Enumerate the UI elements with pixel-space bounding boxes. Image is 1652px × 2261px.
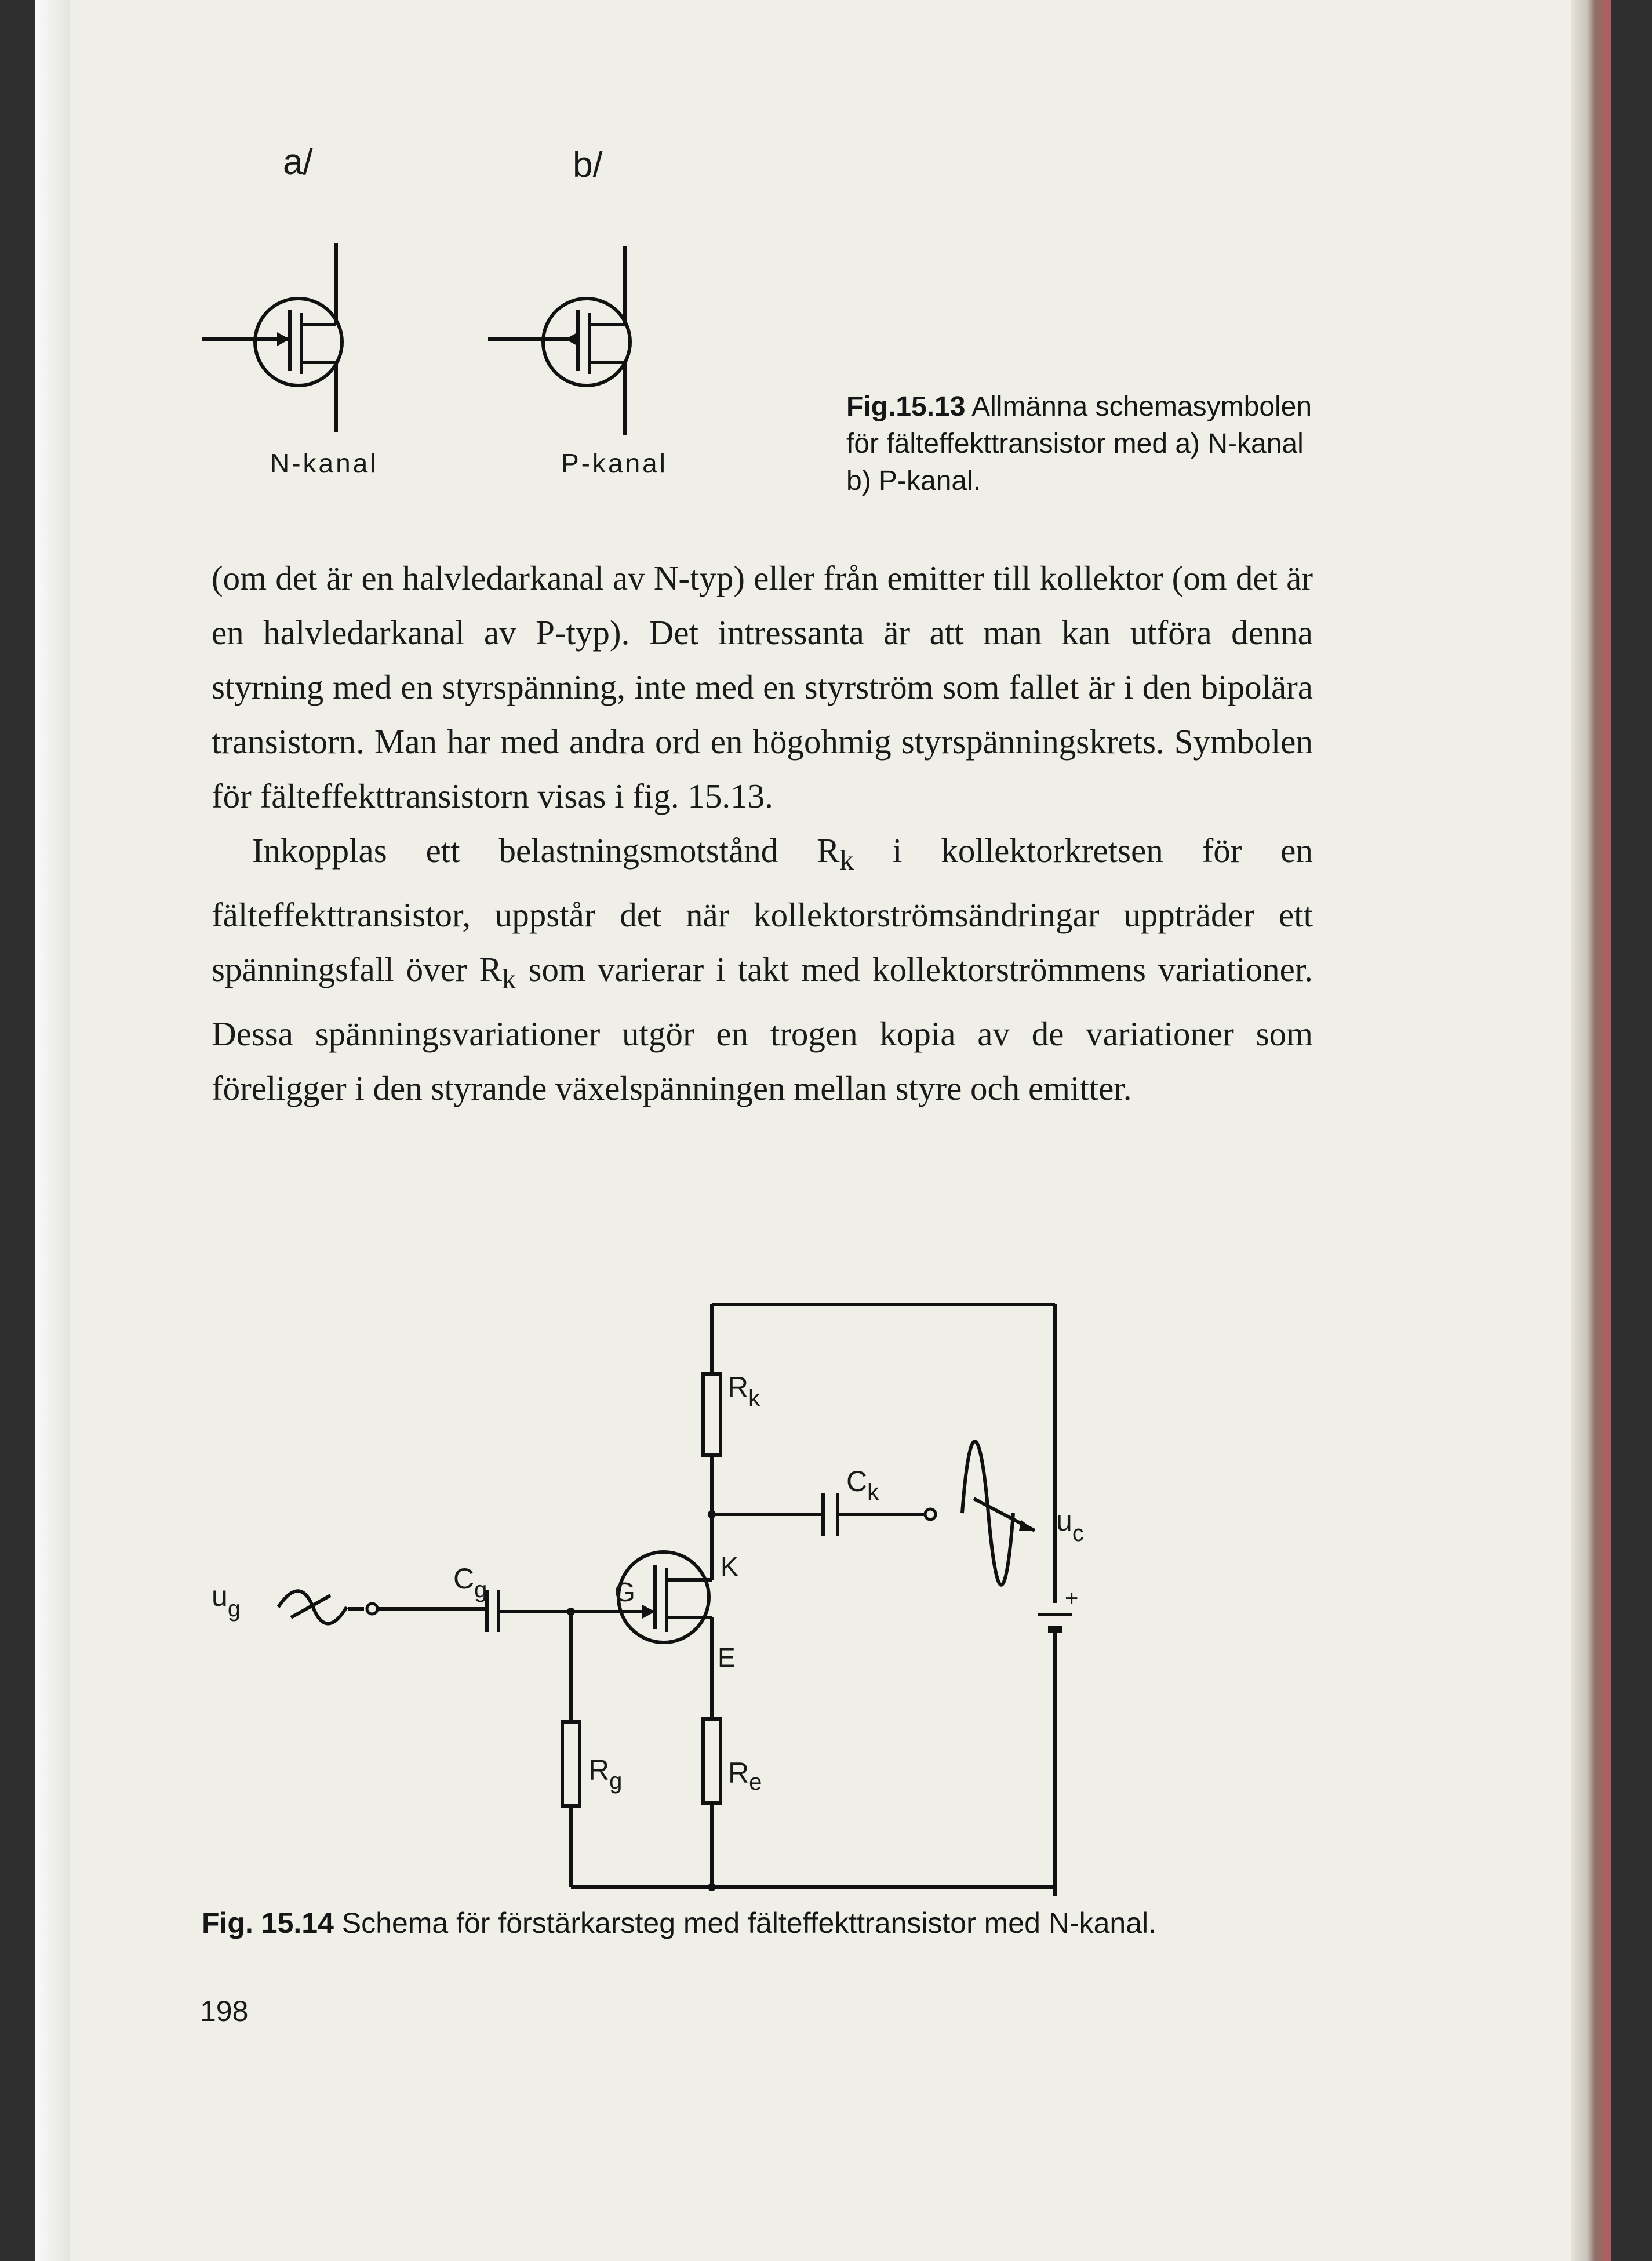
output-terminal — [925, 1509, 936, 1520]
figure-15-14-caption — [202, 1904, 1361, 1942]
input-terminal — [367, 1604, 377, 1614]
label-rk: $R_k$ — [727, 1371, 760, 1411]
label-g: G — [614, 1577, 635, 1607]
label-n-kanal: N-kanal — [270, 448, 379, 478]
resistor-rk — [703, 1374, 721, 1455]
caption-number: Fig. 15.14 — [202, 1907, 334, 1939]
label-a: a/ — [283, 142, 313, 182]
paragraph-2-part-1: Inkopplas ett belastningsmotstånd R — [252, 831, 840, 870]
label-p-kanal: P-kanal — [561, 448, 668, 478]
caption-text: Allmänna schemasymbolen för fälteffekttransistor med a) N-kanal b) P-kanal. — [846, 391, 1312, 496]
label-re: $R_e$ — [728, 1757, 762, 1795]
resistor-re — [703, 1719, 721, 1803]
caption-text: Schema för förstärkarsteg med fälteffekttransistor med N-kanal. — [341, 1907, 1156, 1939]
output-waveform — [962, 1441, 1013, 1585]
label-e: E — [718, 1642, 736, 1673]
label-cg: $C_g$ — [453, 1562, 487, 1602]
label-plus: + — [1065, 1586, 1079, 1611]
subscript-k-2: k — [501, 962, 516, 995]
label-rg: $R_g$ — [588, 1754, 623, 1794]
paragraph-2-part-2: i kollektorkretsen för en fälteffekttransistor, uppstår det när kollektorströmsändringar uppträder ett spänningsfall över R — [212, 831, 1313, 988]
label-uc: $u_c$ — [1056, 1504, 1084, 1546]
caption-number: Fig.15.13 — [846, 391, 966, 422]
resistor-rg — [562, 1722, 580, 1806]
paragraph-2-part-3: som varierar i takt med kollektorströmmens variationer. Dessa spänningsvariationer utgör en trogen kopia av de variationer som föreligger i den styrande växelspänningen mellan styre och emitter. — [212, 950, 1313, 1107]
book-page — [35, 0, 1611, 2261]
label-k: K — [721, 1551, 738, 1582]
label-ck: $C_k$ — [846, 1465, 879, 1505]
label-b: b/ — [573, 145, 603, 185]
subscript-k-1: k — [839, 844, 854, 876]
page-number: 198 — [200, 1995, 249, 2027]
label-ug: $u_g$ — [212, 1580, 241, 1622]
paragraph-1: (om det är en halvledarkanal av N-typ) eller från emitter till kollektor (om det är en halvledarkanal av P-typ). Det intressanta är att man kan utföra denna styrning med en styrspänning, inte med en styrström som fallet är i den bipolära transistorn. Man har med andra ord en högohmig styrspänningskrets. Symbolen för fälteffekttransistorn visas i fig. 15.13. — [212, 559, 1313, 815]
